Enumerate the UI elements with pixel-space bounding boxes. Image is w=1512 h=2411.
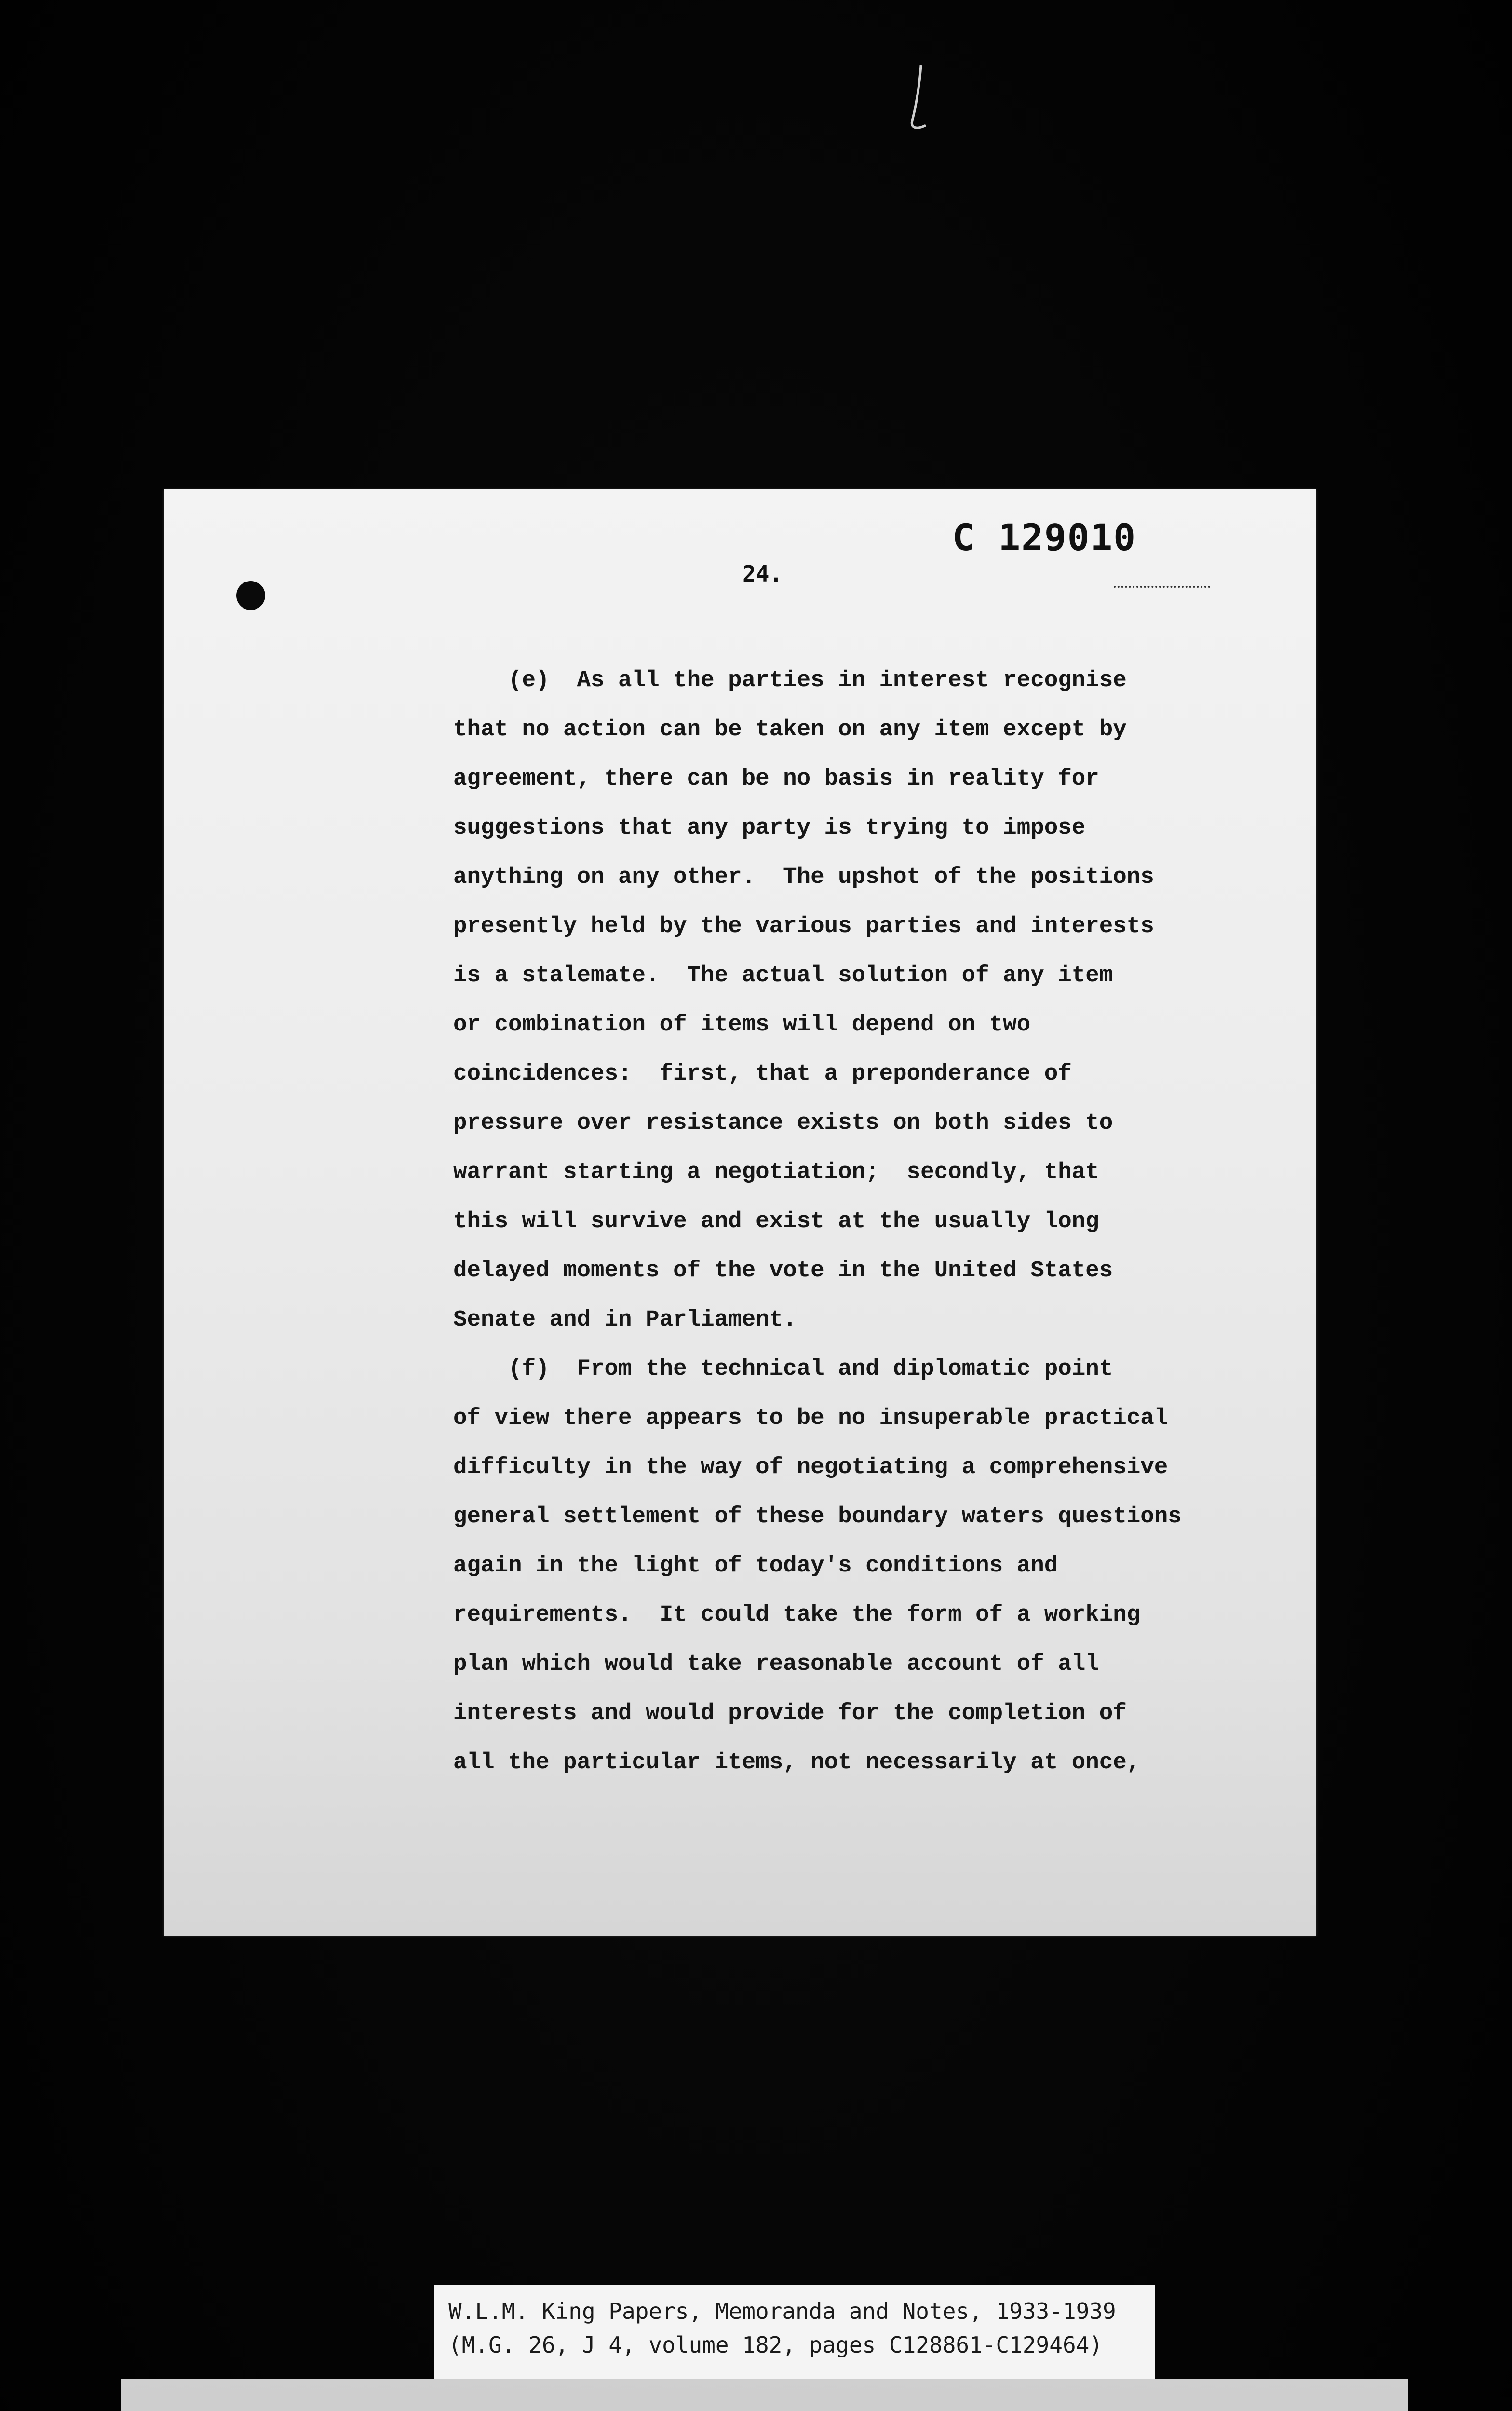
text-line: anything on any other. The upshot of the positions <box>453 864 1154 890</box>
text-line: general settlement of these boundary waters questions <box>453 1503 1182 1530</box>
archival-label-line-2: (M.G. 26, J 4, volume 182, pages C128861-C129464) <box>448 2332 1103 2358</box>
archival-label <box>434 2285 1155 2379</box>
text-line: plan which would take reasonable account of all <box>453 1651 1099 1677</box>
text-line: suggestions that any party is trying to impose <box>453 815 1086 841</box>
text-line: (f) From the technical and diplomatic point <box>453 1356 1113 1382</box>
text-line: presently held by the various parties and interests <box>453 913 1154 939</box>
text-line: all the particular items, not necessarily at once, <box>453 1749 1141 1775</box>
stamp-mark <box>1114 586 1210 590</box>
text-line: (e) As all the parties in interest recognise <box>453 667 1127 693</box>
document-body <box>453 656 1302 1787</box>
text-line: that no action can be taken on any item except by <box>453 717 1127 743</box>
text-line: agreement, there can be no basis in reality for <box>453 766 1099 792</box>
handwritten-mark <box>906 63 935 140</box>
text-line: Senate and in Parliament. <box>453 1307 797 1333</box>
text-line: this will survive and exist at the usually long <box>453 1208 1099 1234</box>
document-page <box>164 489 1316 1936</box>
punch-hole <box>236 581 265 610</box>
page-number: 24. <box>742 561 783 587</box>
text-line: of view there appears to be no insuperable practical <box>453 1405 1168 1431</box>
text-line: delayed moments of the vote in the United States <box>453 1258 1113 1284</box>
archives-stamp <box>121 2379 1408 2411</box>
text-line: warrant starting a negotiation; secondly, that <box>453 1159 1099 1185</box>
reference-number: C 129010 <box>952 516 1137 559</box>
text-line: is a stalemate. The actual solution of any item <box>453 962 1113 989</box>
text-line: or combination of items will depend on two <box>453 1012 1031 1038</box>
text-line: difficulty in the way of negotiating a comprehensive <box>453 1454 1168 1480</box>
text-line: coincidences: first, that a preponderance of <box>453 1061 1072 1087</box>
text-line: interests and would provide for the completion of <box>453 1700 1127 1726</box>
text-line: requirements. It could take the form of a working <box>453 1602 1141 1628</box>
text-line: again in the light of today's conditions and <box>453 1553 1058 1579</box>
archival-label-line-1: W.L.M. King Papers, Memoranda and Notes, 1933-1939 <box>448 2298 1116 2324</box>
text-line: pressure over resistance exists on both sides to <box>453 1110 1113 1136</box>
